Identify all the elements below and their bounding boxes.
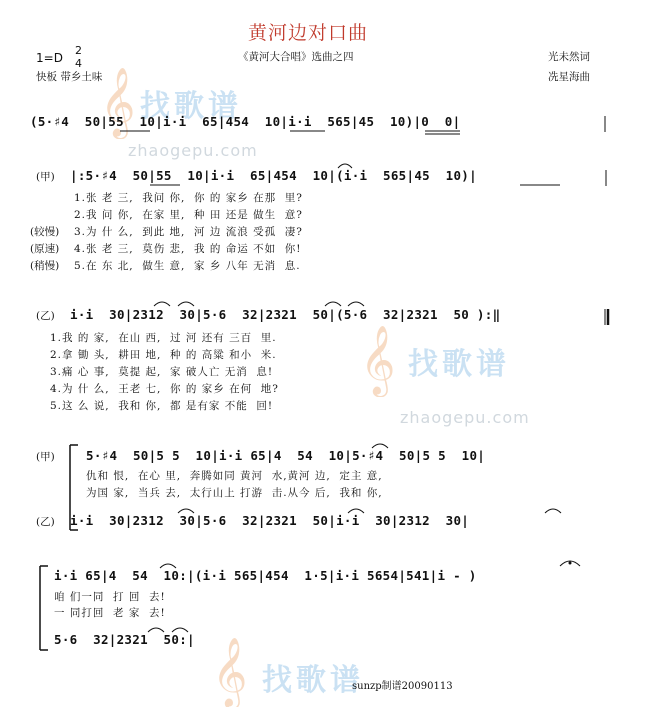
verse-prefix: (稍慢) bbox=[30, 260, 60, 272]
duet-upper-notes: 5·♯4 50|5 5 10|i·i 65|4 54 10|5·♯4 50|5 5 10| bbox=[86, 448, 486, 463]
beam-group bbox=[120, 131, 560, 185]
final-lyric-line: 一 同打回 老 家 去! bbox=[54, 607, 166, 619]
verse-line: 1.张 老 三, 我问 你, 你 的 家乡 在那 里? bbox=[74, 192, 303, 204]
duet-lyric-line: 仇和 恨, 在心 里, 奔腾如同 黄河 水,黄河 边, 定主 意, bbox=[86, 470, 383, 482]
verse-line: 2.拿 锄 头, 耕田 地, 种 的 高粱 和小 米. bbox=[50, 349, 277, 361]
watermark-brand-2: 找歌谱 bbox=[408, 347, 510, 382]
watermark-brand-3: 找歌谱 bbox=[262, 663, 364, 698]
watermark-url-2: zhaogepu.com bbox=[400, 408, 530, 427]
verse-line: 4.张 老 三, 莫伤 悲, 我 的 命运 不如 你! bbox=[74, 243, 302, 255]
song-title: 黄河边对口曲 bbox=[248, 22, 369, 44]
watermark-clef-icon-2: 𝄞 bbox=[360, 325, 396, 395]
intro-notes: (5·♯4 50|55 10|i·i 65|454 10|i·i 565|45 10)|0 0| bbox=[30, 114, 461, 129]
part-label-yi: (乙) bbox=[36, 310, 55, 322]
verse-line: 4.为 什 么, 王老 七, 你 的 家乡 在何 地? bbox=[50, 383, 279, 395]
verse-line: 2.我 问 你, 在家 里, 种 田 还是 做生 意? bbox=[74, 209, 303, 221]
verse-line: 5.这 么 说, 我和 你, 都 是有家 不能 回! bbox=[50, 400, 274, 412]
key-signature: 1=D bbox=[36, 51, 63, 65]
melody-notes-yi: i·i 30|2312 30|5·6 32|2321 50|(5·6 32|2321 50 ):‖ bbox=[70, 307, 501, 322]
part-label-jia-duet: (甲) bbox=[36, 451, 55, 463]
fermata-icon bbox=[560, 561, 580, 566]
melody-notes-jia: |:5·♯4 50|55 10|i·i 65|454 10|(i·i 565|45 10)| bbox=[70, 168, 477, 183]
time-signature-numerator: 2 bbox=[75, 44, 82, 57]
verse-prefix: (原速) bbox=[30, 243, 60, 255]
part-label-yi-duet: (乙) bbox=[36, 516, 55, 528]
transcriber-credit: sunzp制谱20090113 bbox=[352, 681, 453, 692]
duet-lower-notes: i·i 30|2312 30|5·6 32|2321 50|i·i 30|2312 30| bbox=[70, 513, 470, 528]
tempo-marking: 快板 带乡土味 bbox=[36, 71, 103, 83]
system-bracket bbox=[40, 445, 78, 650]
barlines bbox=[605, 116, 608, 325]
verse-line: 3.痛 心 事, 莫提 起, 家 破人亡 无消 息! bbox=[50, 366, 274, 378]
time-signature-denominator: 4 bbox=[75, 57, 82, 70]
final-upper-notes: i·i 65|4 54 10:|(i·i 565|454 1·5|i·i 5654|541|i - ) bbox=[54, 568, 477, 583]
composer: 冼星海曲 bbox=[548, 71, 590, 83]
part-label-jia: (甲) bbox=[36, 171, 55, 183]
watermark-clef-icon-3: 𝄞 bbox=[212, 637, 248, 707]
subtitle: 《黄河大合唱》选曲之四 bbox=[238, 51, 354, 63]
watermark-brand: 找歌谱 bbox=[140, 89, 242, 124]
verse-line: 3.为 什 么, 到此 地, 河 边 流浪 受孤 凄? bbox=[74, 226, 303, 238]
duet-lyric-line: 为国 家, 当兵 去, 太行山上 打游 击.从今 后, 我和 你, bbox=[86, 487, 383, 499]
final-lyric-line: 咱 们一同 打 回 去! bbox=[54, 591, 166, 603]
verse-line: 5.在 东 北, 做生 意, 家 乡 八年 无消 息. bbox=[74, 260, 301, 272]
watermark-clef-icon: 𝄞 bbox=[100, 67, 136, 137]
lyricist: 光未然词 bbox=[548, 51, 590, 63]
verse-line: 1.我 的 家, 在山 西, 过 河 还有 三百 里. bbox=[50, 332, 277, 344]
tie-arcs bbox=[148, 164, 561, 632]
final-lower-notes: 5·6 32|2321 50:| bbox=[54, 632, 195, 647]
watermark-url: zhaogepu.com bbox=[128, 141, 258, 160]
verse-prefix: (较慢) bbox=[30, 226, 60, 238]
